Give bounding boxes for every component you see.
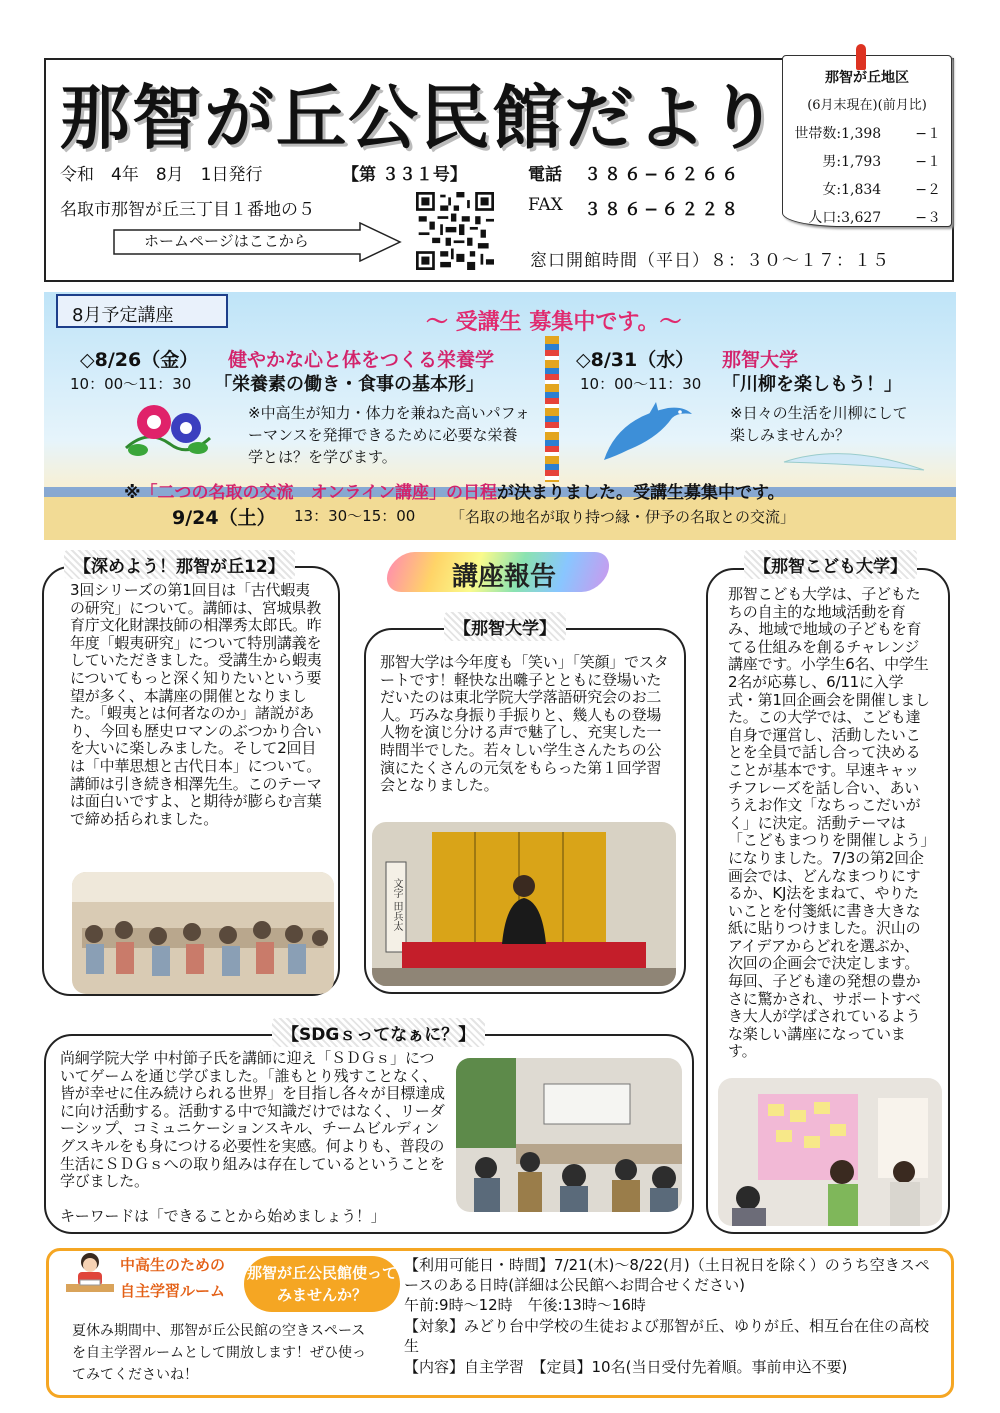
recruit-banner: 〜 受講生 募集中です。〜 [426, 310, 682, 335]
sdgs-photo [456, 1058, 682, 1212]
pushpin-icon [856, 44, 866, 70]
stats-row: 世帯数 :1,398 −１ [794, 126, 941, 142]
dolphin-icon [598, 398, 698, 470]
course-left-desc: ※中高生が知力・体力を兼ねた高いパフォーマンスを発揮できるために必要な栄養学とは？を学びます。 [248, 404, 530, 466]
kodomo-header: 【那智こども大学】 [744, 550, 917, 579]
fukameyou-header: 【深めよう！那智が丘12】 [64, 550, 295, 579]
study-room-dates: 【利用可能日・時間】7/21(木)〜8/22(月)（土日祝日を除く）のうち空きスペースのある日時(詳細は公民館へお問合せください) [404, 1256, 930, 1294]
sdgs-keyword: キーワードは「できることから始めましょう！」 [60, 1207, 386, 1225]
office-hours: 窓口開館時間（平日）８：３０〜１７：１５ [530, 251, 890, 271]
stats-row: 人口 :3,627 −３ [808, 210, 941, 226]
address: 名取市那智が丘三丁目１番地の５ [60, 200, 315, 220]
kodomo-body: 那智こども大学は、子どもたちの自主的な地域活動を育み、地域で地域の子どもを育てる仕組みを創るチャレンジ講座です。小学生6名、中学生2名が応募し、6/11に入学式・第1回企画会を開催しました。この大学では、こども達自身で運営し、活動したいことを全員で話し合って決めることが基本です。早速キャッチフレーズを話し合い、あいうえお作文「なちっこだいがく」に決定。活動テーマは「こどもまつりを開催しよう」になりました。7/3の第2回企画会では、どんなまつりにするか、KJ法をまねて、やりたいことを付箋紙に書き大きな紙に貼りつけました。沢山のアイデアからどれを選ぶか、次回の企画会で決定します。毎回、子ども達の発想の豊かさに驚かされ、サポートすべき大人が学ばされているような楽しい講座になっています。 [728, 585, 930, 1061]
online-course-notice: ※「二つの名取の交流 オンライン講座」の日程が決まりました。受講生募集中です。 [124, 483, 785, 503]
nachi-daigaku-header: 【那智大学】 [444, 612, 566, 641]
fax-label: FAX [528, 195, 563, 215]
morning-glory-icon [118, 398, 218, 464]
nachi-daigaku-body: 那智大学は今年度も「笑い」「笑顔」でスタートです！軽快な出囃子とともに登場いただいたのは東北学院大学落語研究会のお二人。巧みな身振り手振りと、幾人もの登場人物を演じ分ける声で魅了し、充実した一時間半でした。若々しい学生さんたちの公演にたくさんの元気をもらった第１回学習会となりました。 [380, 653, 669, 795]
mekuri-sign: 文字 田兵太 [391, 878, 402, 932]
study-room-title-1: 中高生のための [120, 1256, 226, 1274]
online-course-subtitle: 「名取の地名が取り持つ縁・伊予の名取との交流」 [450, 508, 796, 526]
sdgs-header: 【SDGｓってなぁに？】 [272, 1018, 485, 1047]
sdgs-body: 尚絅学院大学 中村節子氏を講師に迎え「ＳＤＧｓ」についてゲームを通じ学びました。「誰もとり残すことなく、皆が幸せに住み続けられる世界」を目指し各々が目標達成に向け活動する。活動する中で知識だけではなく、リーダーシップ、コミュニケーションスキル、チームビルディングスキルをも身につける必要性を実感。何よりも、普段の生活にＳＤＧｓへの取り組みは存在しているということを学びました。 [60, 1049, 445, 1191]
qr-code[interactable] [416, 192, 494, 270]
issue-number: 【第 ３３１号】 [342, 165, 467, 185]
course-left-time: 10：00〜11：30 [70, 375, 192, 393]
study-room-target: 【対象】みどり台中学校の生徒および那智が丘、ゆりが丘、相互台在住の高校生 [404, 1317, 930, 1355]
course-right-title: 那智大学 [722, 349, 799, 371]
course-right-date: ◇8/31（水） [576, 349, 695, 371]
kodomo-photo [718, 1078, 942, 1226]
course-left-subtitle: 「栄養素の働き・食事の基本形」 [214, 374, 484, 395]
online-course-date: 9/24（土） [172, 507, 276, 529]
lecture-room-photo [72, 872, 334, 994]
study-room-title-2: 自主学習ルーム [120, 1282, 226, 1300]
online-course-time: 13：30〜15：00 [294, 507, 416, 525]
stats-subtitle: (6月末現在)(前月比) [807, 98, 927, 113]
column-divider [545, 336, 559, 482]
tel-number: ３８６−６２６６ [584, 165, 742, 185]
population-stats [782, 55, 952, 227]
courses-tab: 8月予定講座 [56, 294, 228, 328]
course-right-desc: ※日々の生活を川柳にして楽しみませんか？ [730, 404, 908, 444]
study-room-hours: 午前:9時〜12時 午後:13時〜16時 [404, 1296, 646, 1314]
stats-row: 女 :1,834 −２ [822, 182, 941, 198]
study-room-content: 【内容】自主学習 【定員】10名(当日受付先着順。事前申込不要) [404, 1358, 848, 1376]
course-left-date: ◇8/26（金） [80, 349, 199, 371]
report-title: 講座報告 [452, 562, 557, 592]
study-room-bubble: 那智が丘公民館使ってみませんか？ [244, 1256, 400, 1312]
stats-title: 那智が丘地区 [825, 70, 909, 86]
studying-child-icon [62, 1250, 118, 1298]
fukameyou-body: 3回シリーズの第1回目は「古代蝦夷の研究」について。講師は、宮城県教育庁文化財課技師の相澤秀太郎氏。昨年度「蝦夷研究」について特別講義をしていただきました。受講生から蝦夷についてもっと深く知りたいという要望が多く、本講座の開催となりました。「蝦夷とは何者なのか」諸説があり、今回も歴史ロマンのぶつかり合いを大いに楽しみました。そして2回目は「中華思想と古代日本」について。講師は引き続き相澤先生。このテーマは面白いですよ、と期待が膨らむ言葉で締め括られました。 [70, 581, 322, 828]
study-room-desc: 夏休み期間中、那智が丘公民館の空きスペースを自主学習ルームとして開放します！ぜひ使ってみてくださいね！ [72, 1323, 366, 1383]
issue-date: 令和 4年 8月 1日発行 [60, 165, 263, 185]
newsletter-title: 那智が丘公民館だより [60, 77, 780, 159]
course-right-time: 10：00〜11：30 [580, 375, 702, 393]
fax-number: ３８６−６２２８ [584, 200, 742, 220]
course-right-subtitle: 「川柳を楽しもう！」 [722, 374, 902, 395]
homepage-link[interactable]: ホームページはここから [144, 232, 309, 250]
rakugo-photo [372, 822, 676, 986]
tel-label: 電話 [528, 165, 562, 185]
course-left-title: 健やかな心と体をつくる栄養学 [228, 349, 495, 371]
stats-row: 男 :1,793 −１ [822, 154, 941, 170]
